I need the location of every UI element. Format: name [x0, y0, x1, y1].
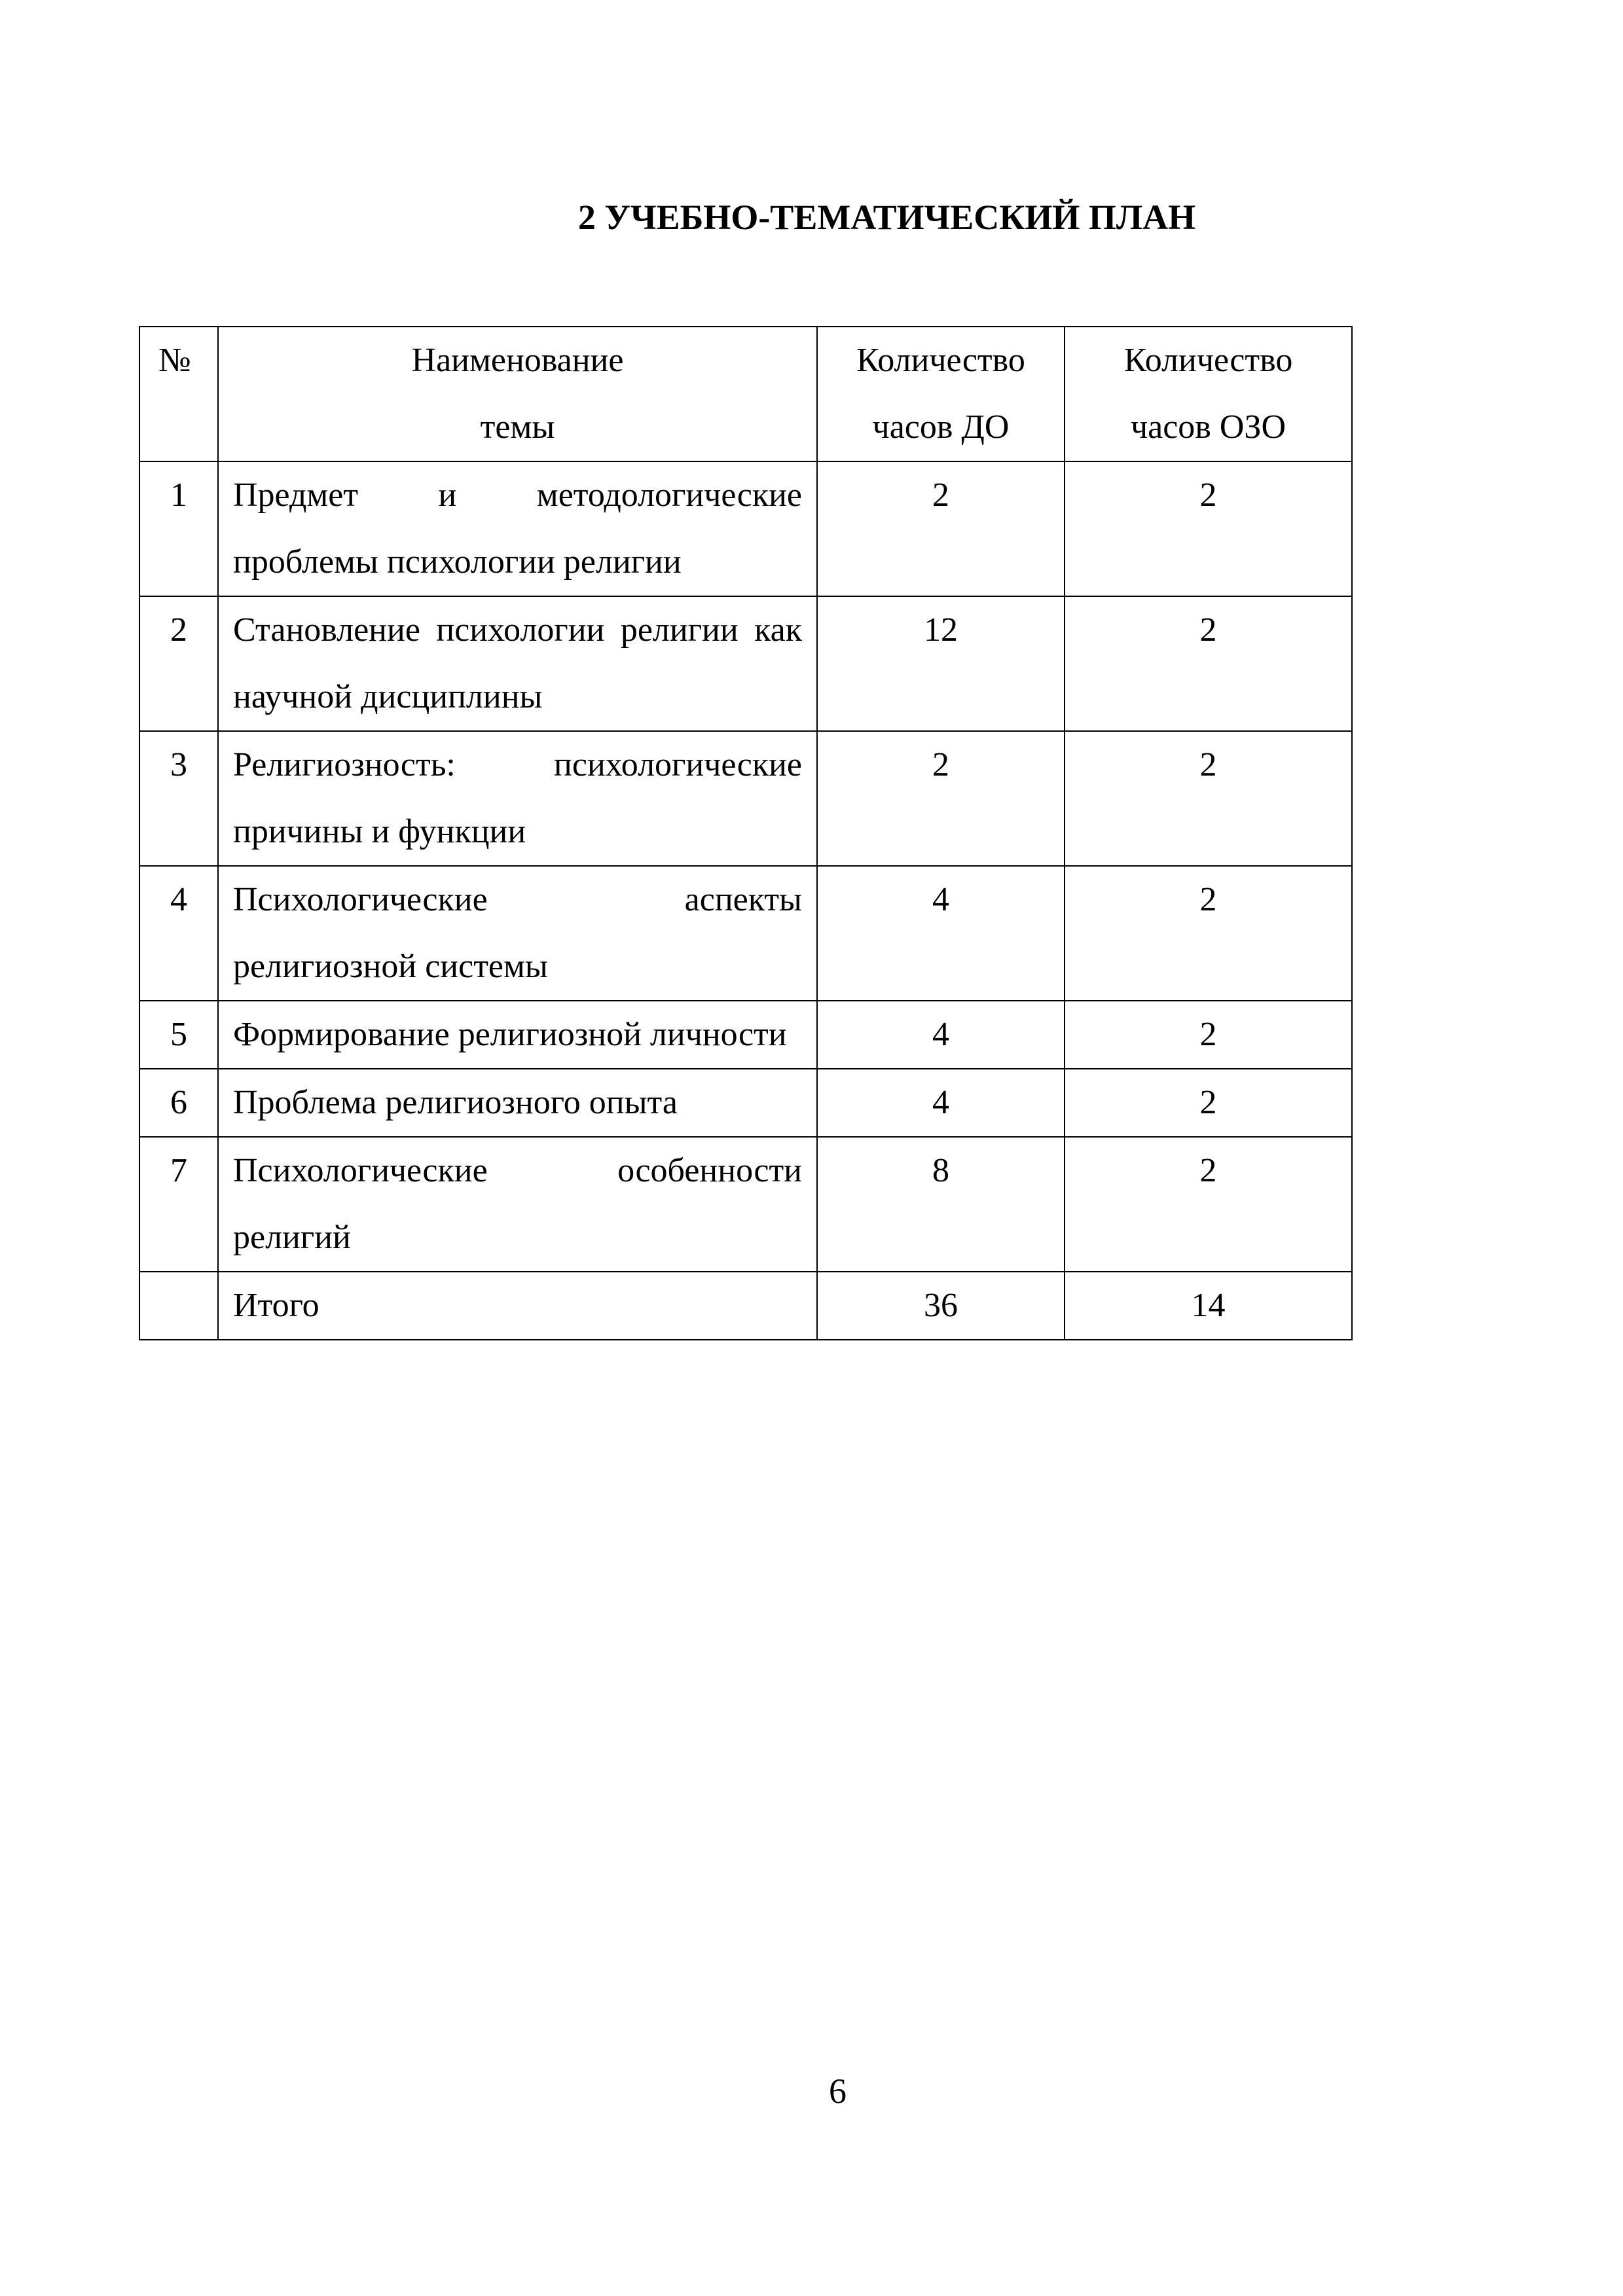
row-topic: Становление психологии религии как научной дисциплины: [218, 596, 817, 731]
table-row: [139, 461, 1352, 596]
row-topic: Формирование религиозной личности: [218, 1001, 817, 1069]
header-ozo-line1: Количество: [1123, 342, 1293, 379]
row-num: 3: [139, 731, 218, 866]
header-hours-ozo: [1065, 327, 1352, 461]
header-name: [218, 327, 817, 461]
table-row: [139, 596, 1352, 731]
total-label: Итого: [218, 1272, 817, 1340]
row-num: 2: [139, 596, 218, 731]
row-topic: Психологические аспекты религиозной системы: [218, 866, 817, 1001]
row-num: 6: [139, 1069, 218, 1137]
row-hours-ozo: 2: [1065, 1069, 1352, 1137]
row-hours-ozo: 2: [1065, 1001, 1352, 1069]
table-row: [139, 1137, 1352, 1272]
total-hours-ozo: 14: [1065, 1272, 1352, 1340]
row-hours-ozo: 2: [1065, 731, 1352, 866]
header-name-line2: темы: [480, 408, 555, 446]
page-title: 2 УЧЕБНО-ТЕМАТИЧЕСКИЙ ПЛАН: [577, 198, 1196, 237]
header-do-line1: Количество: [856, 342, 1025, 379]
row-hours-do: 2: [817, 731, 1065, 866]
total-num: [139, 1272, 218, 1340]
thematic-plan-table: [139, 326, 1353, 1340]
header-num: №: [139, 327, 218, 461]
row-hours-do: 4: [817, 866, 1065, 1001]
row-hours-ozo: 2: [1065, 1137, 1352, 1272]
table-row: [139, 1069, 1352, 1137]
row-hours-do: 2: [817, 461, 1065, 596]
row-hours-ozo: 2: [1065, 866, 1352, 1001]
row-num: 7: [139, 1137, 218, 1272]
table-row: [139, 866, 1352, 1001]
row-hours-do: 4: [817, 1069, 1065, 1137]
row-num: 5: [139, 1001, 218, 1069]
page-number: 6: [829, 2072, 847, 2111]
header-name-line1: Наименование: [411, 342, 624, 379]
header-do-line2: часов ДО: [872, 408, 1010, 446]
table-row: [139, 731, 1352, 866]
total-hours-do: 36: [817, 1272, 1065, 1340]
row-topic: Предмет и методологические проблемы психологии религии: [218, 461, 817, 596]
table-row: [139, 1001, 1352, 1069]
table-header-row: [139, 327, 1352, 461]
row-hours-ozo: 2: [1065, 461, 1352, 596]
row-hours-ozo: 2: [1065, 596, 1352, 731]
row-hours-do: 4: [817, 1001, 1065, 1069]
row-topic: Религиозность: психологические причины и функции: [218, 731, 817, 866]
header-hours-do: [817, 327, 1065, 461]
row-topic: Психологические особенности религий: [218, 1137, 817, 1272]
row-num: 4: [139, 866, 218, 1001]
row-hours-do: 12: [817, 596, 1065, 731]
row-topic: Проблема религиозного опыта: [218, 1069, 817, 1137]
table-total-row: [139, 1272, 1352, 1340]
row-num: 1: [139, 461, 218, 596]
row-hours-do: 8: [817, 1137, 1065, 1272]
header-ozo-line2: часов ОЗО: [1130, 408, 1286, 446]
